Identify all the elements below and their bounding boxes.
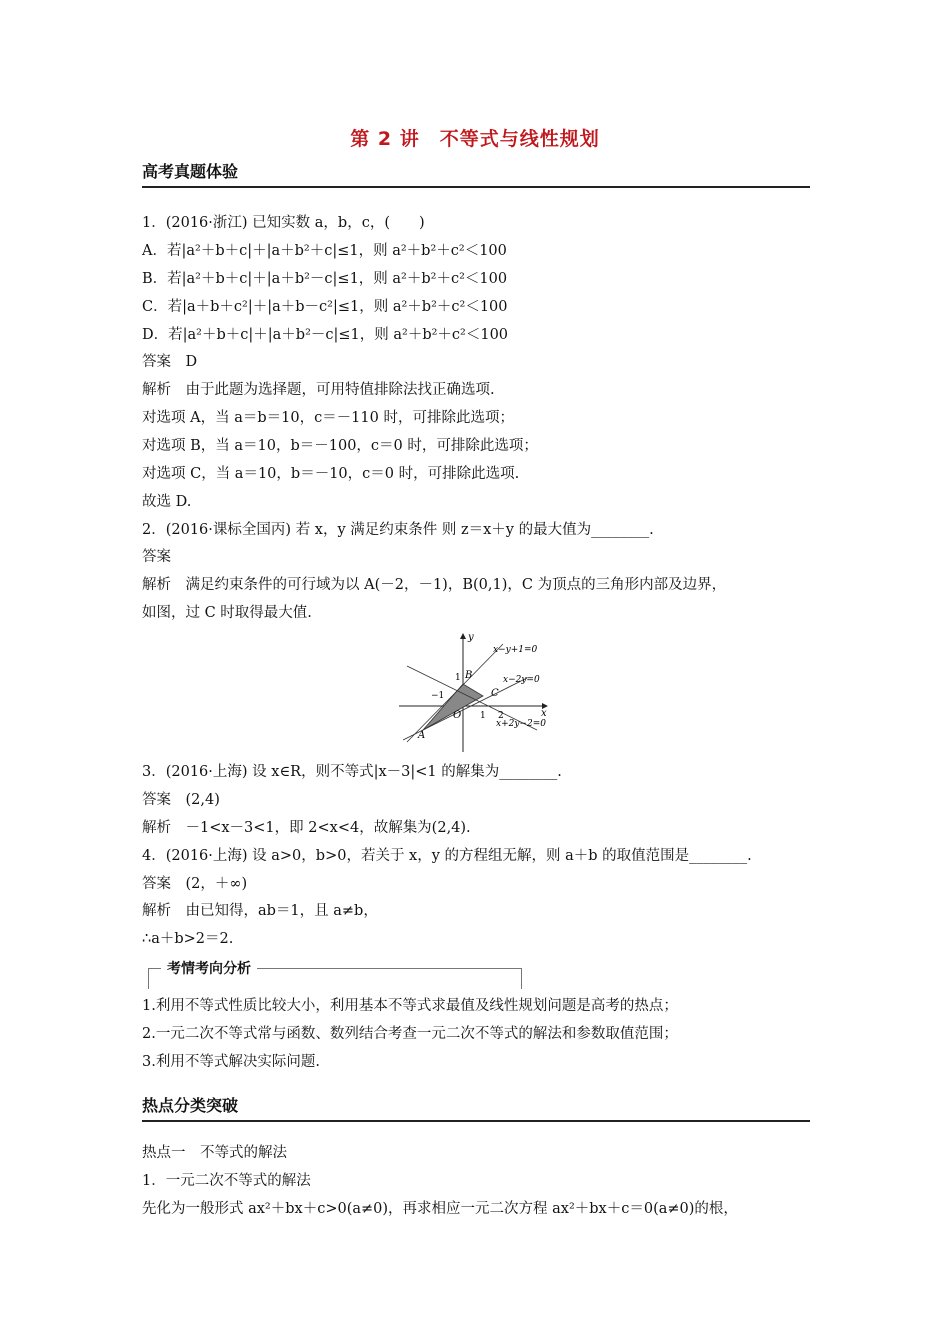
text-line: 故选 D. xyxy=(142,494,192,510)
lecture-title: 第 2 讲 不等式与线性规划 xyxy=(350,128,600,150)
analysis-line: 解析 －1<x－3<1，即 2<x<4，故解集为(2,4). xyxy=(142,820,471,836)
tick-x-1: 1 xyxy=(480,711,486,721)
line3-label: x+2y−2=0 xyxy=(496,719,546,729)
text-line: A．若|a²＋b＋c|＋|a＋b²＋c|≤1，则 a²＋b²＋c²＜100 xyxy=(142,243,507,259)
line2-label: x−2y=0 xyxy=(503,675,540,685)
answer-line: 答案 xyxy=(142,549,171,565)
section-heading-exam-text: 高考真题体验 xyxy=(142,162,239,181)
text-line: 热点一 不等式的解法 xyxy=(142,1145,287,1161)
analysis-box xyxy=(148,961,522,989)
section-heading-hotspots-text: 热点分类突破 xyxy=(142,1096,239,1115)
tick-y-1: 1 xyxy=(455,673,461,683)
text-line: 如图，过 C 时取得最大值. xyxy=(142,605,312,621)
analysis-point: 1.利用不等式性质比较大小，利用基本不等式求最值及线性规划问题是高考的热点； xyxy=(142,998,678,1014)
analysis-line: 解析 由于此题为选择题，可用特值排除法找正确选项. xyxy=(142,382,495,398)
text-line: 1．一元二次不等式的解法 xyxy=(142,1173,311,1189)
text-line: 对选项 B，当 a＝10，b＝－100，c＝0 时，可排除此选项； xyxy=(142,438,538,454)
section-heading-hotspots xyxy=(142,1092,810,1122)
line-x-y-plus-1 xyxy=(407,644,503,742)
feasible-region-figure xyxy=(397,630,557,754)
question-line: 2．(2016·课标全国丙) 若 x，y 满足约束条件 则 z＝x＋y 的最大值为________. xyxy=(142,522,654,538)
analysis-line: 解析 满足约束条件的可行域为以 A(－2，－1)，B(0,1)，C 为顶点的三角形内部及边界， xyxy=(142,577,727,593)
answer-line: 答案 D xyxy=(142,354,198,370)
point-a-label: A xyxy=(418,730,426,741)
text-line: C．若|a＋b＋c²|＋|a＋b－c²|≤1，则 a²＋b²＋c²＜100 xyxy=(142,299,508,315)
text-line: 对选项 A，当 a＝b＝10，c＝－110 时，可排除此选项； xyxy=(142,410,514,426)
analysis-box-title: 考情考向分析 xyxy=(161,958,257,978)
analysis-point: 2.一元二次不等式常与函数、数列结合考查一元二次不等式的解法和参数取值范围； xyxy=(142,1026,678,1042)
analysis-line: 解析 由已知得，ab＝1，且 a≠b， xyxy=(142,903,378,919)
origin-label: O xyxy=(453,710,462,721)
answer-line: 答案 (2,4) xyxy=(142,792,220,808)
point-b-label: B xyxy=(465,670,473,681)
section-heading-exam xyxy=(142,158,810,188)
tick-x-neg1: −1 xyxy=(431,691,445,701)
text-line: ∴a＋b>2＝2. xyxy=(142,931,234,947)
text-line: 对选项 C，当 a＝10，b＝－10，c＝0 时，可排除此选项. xyxy=(142,466,520,482)
text-line: 1．(2016·浙江) 已知实数 a，b，c，( ) xyxy=(142,215,425,231)
question-line: 4．(2016·上海) 设 a>0，b>0，若关于 x，y 的方程组无解，则 a＋b 的取值范围是________. xyxy=(142,848,752,864)
y-axis-label: y xyxy=(468,632,474,643)
text-line: B．若|a²＋b＋c|＋|a＋b²－c|≤1，则 a²＋b²＋c²＜100 xyxy=(142,271,508,287)
analysis-point: 3.利用不等式解决实际问题. xyxy=(142,1054,320,1070)
tick-x-2: 2 xyxy=(498,711,504,721)
point-c-label: C xyxy=(491,688,499,699)
x-axis-label: x xyxy=(541,708,547,719)
text-line: 先化为一般形式 ax²＋bx＋c>0(a≠0)，再求相应一元二次方程 ax²＋bx＋c＝0(a≠0)的根， xyxy=(142,1201,738,1217)
answer-line: 答案 (2，＋∞) xyxy=(142,876,248,892)
line1-label: x−y+1=0 xyxy=(493,645,538,655)
text-line: D．若|a²＋b＋c|＋|a＋b²－c|≤1，则 a²＋b²＋c²＜100 xyxy=(142,327,509,343)
question-line: 3．(2016·上海) 设 x∈R，则不等式|x－3|<1 的解集为________. xyxy=(142,764,562,780)
